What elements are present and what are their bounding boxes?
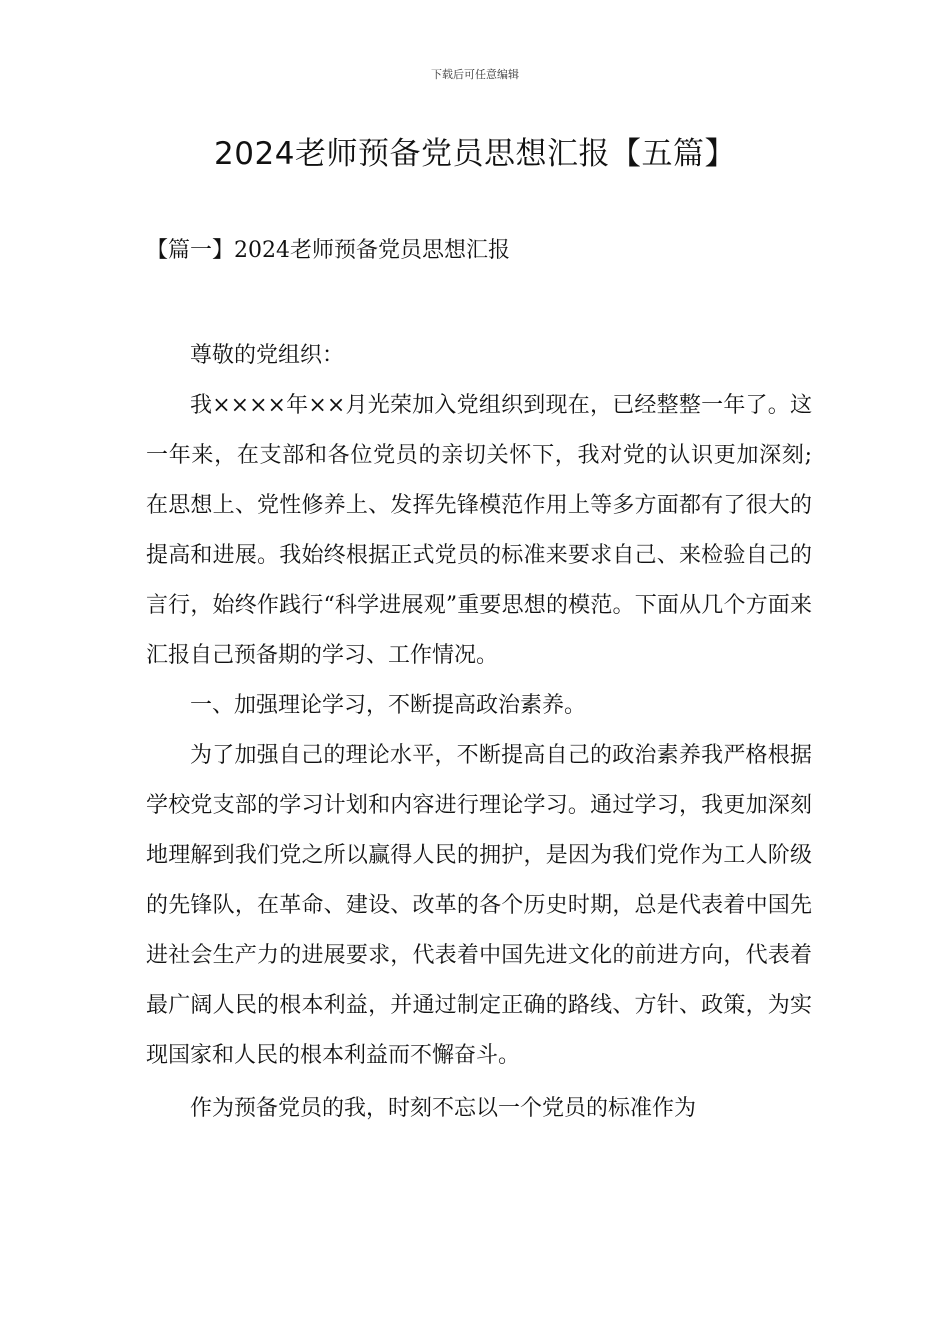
document-title: 2024老师预备党员思想汇报【五篇】 <box>214 136 736 172</box>
subheading-paragraph: 一、加强理论学习，不断提高政治素养。 <box>190 693 587 718</box>
body-paragraph: 为了加强自己的理论水平，不断提高自己的政治素养我严格根据学校党支部的学习计划和内容进行理论学习。通过学习，我更加深刻地理解到我们党之所以赢得人民的拥护，是因为我们党作为工人阶级的先锋队，在革命、建设、改革的各个历史时期，总是代表着中国先进社会生产力的进展要求，代表着中国先进文化的前进方向，代表着最广阔人民的根本利益，并通过制定正确的路线、方针、政策，为实现国家和人民的根本利益而不懈奋斗。 <box>146 743 812 1068</box>
body-paragraph: 作为预备党员的我，时刻不忘以一个党员的标准作为 <box>190 1096 697 1121</box>
document-body <box>146 331 812 1134</box>
section-heading: 【篇一】2024老师预备党员思想汇报 <box>146 238 510 263</box>
body-paragraph: 我××××年××月光荣加入党组织到现在，已经整整一年了。这一年来，在支部和各位党员的亲切关怀下，我对党的认识更加深刻;在思想上、党性修养上、发挥先锋模范作用上等多方面都有了很大的提高和进展。我始终根据正式党员的标准来要求自己、来检验自己的言行，始终作践行“科学进展观”重要思想的模范。下面从几个方面来汇报自己预备期的学习、工作情况。 <box>146 393 812 668</box>
salutation-paragraph: 尊敬的党组织： <box>190 343 345 368</box>
header-note: 下载后可任意编辑 <box>431 68 519 81</box>
